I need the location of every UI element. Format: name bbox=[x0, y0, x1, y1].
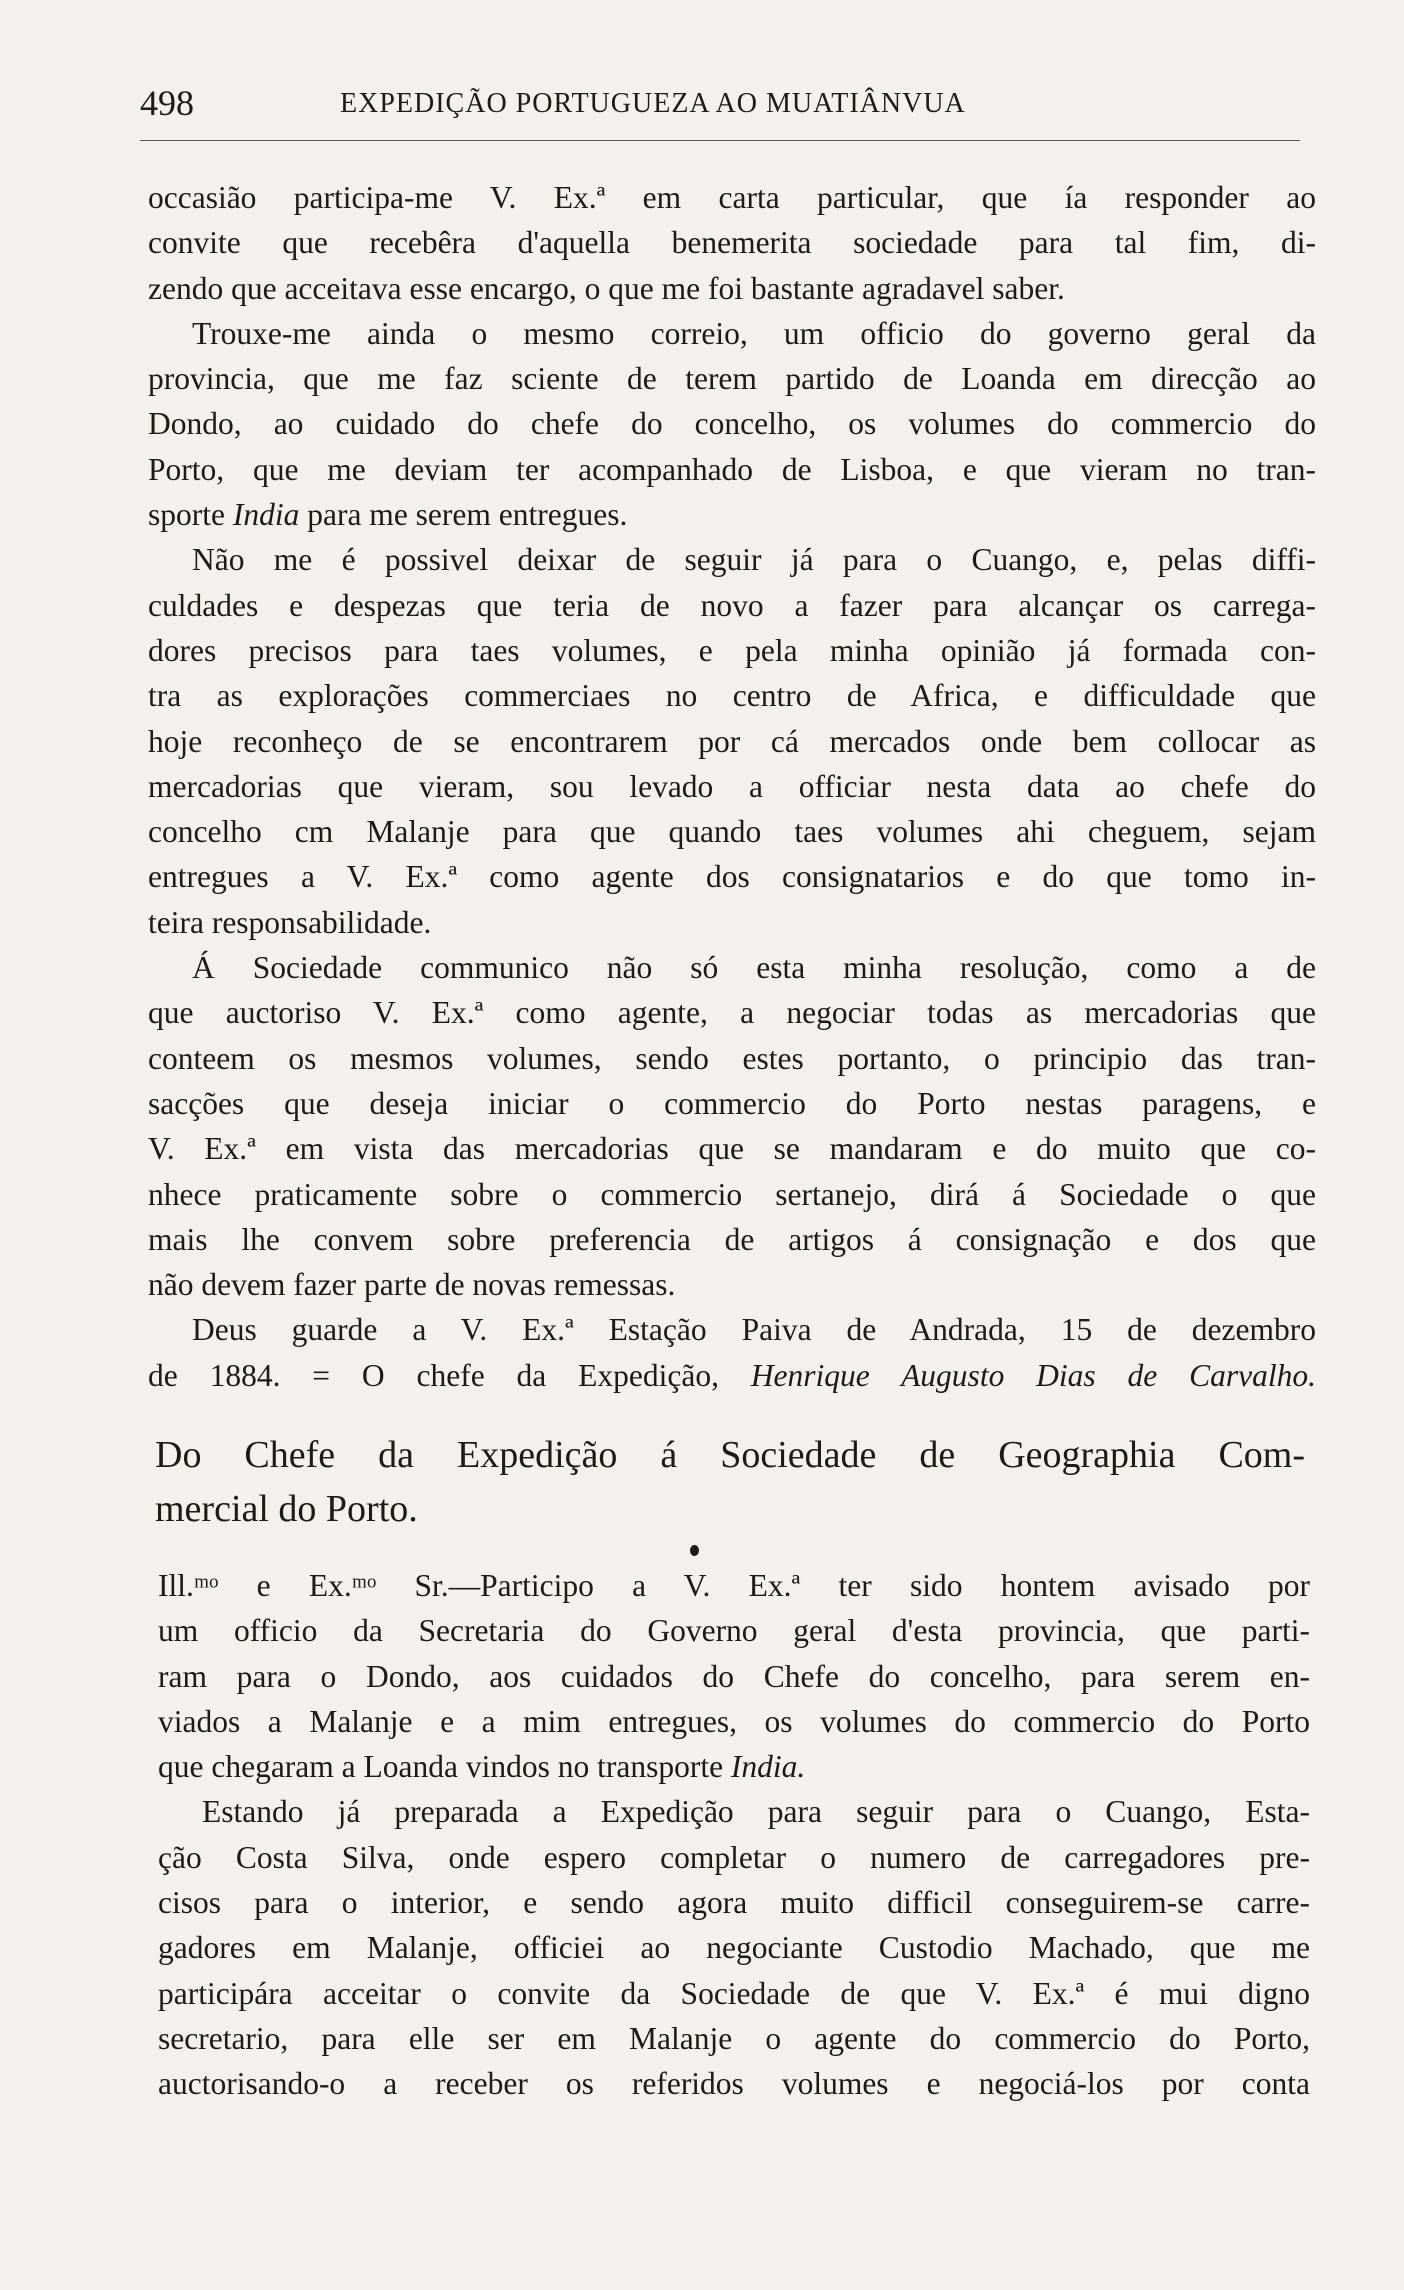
text-line: dores precisos para taes volumes, e pela minha opinião já formada con- bbox=[148, 632, 1316, 668]
text-line: Deus guarde a V. Ex.ª Estação Paiva de Andrada, 15 de dezembro bbox=[192, 1312, 1316, 1348]
text-line: Trouxe-me ainda o mesmo correio, um officio do governo geral da bbox=[192, 315, 1316, 351]
text-line: não devem fazer parte de novas remessas. bbox=[148, 1267, 676, 1303]
heading-line: mercial do Porto. bbox=[155, 1488, 418, 1530]
text-fragment: sporte bbox=[148, 497, 233, 533]
letter-body-2 bbox=[158, 1563, 1310, 2107]
text-line: gadores em Malanje, officiei ao negociante Custodio Machado, que me bbox=[158, 1930, 1310, 1966]
text-line: secretario, para elle ser em Malanje o agente do commercio do Porto, bbox=[158, 2020, 1310, 2056]
text-line: teira responsabilidade. bbox=[148, 904, 432, 940]
page-header bbox=[140, 78, 1300, 128]
text-line: convite que recebêra d'aquella benemerita sociedade para tal fim, di- bbox=[148, 225, 1316, 261]
text-line: auctorisando-o a receber os referidos volumes e negociá-los por conta bbox=[158, 2066, 1310, 2102]
text-line bbox=[148, 492, 1316, 537]
running-title: EXPEDIÇÃO PORTUGUEZA AO MUATIÂNVUA bbox=[340, 88, 966, 119]
text-line: Ill.ᵐᵒ e Ex.ᵐᵒ Sr.—Participo a V. Ex.ª ter sido hontem avisado por bbox=[158, 1568, 1310, 1603]
text-line: Não me é possivel deixar de seguir já para o Cuango, e, pelas diffi- bbox=[192, 542, 1316, 578]
page-number: 498 bbox=[140, 83, 194, 123]
text-line: um officio da Secretaria do Governo geral d'esta provincia, que parti- bbox=[158, 1613, 1310, 1649]
text-line: V. Ex.ª em vista das mercadorias que se mandaram e do muito que co- bbox=[148, 1131, 1316, 1167]
header-rule bbox=[140, 140, 1300, 141]
text-line bbox=[158, 1744, 1310, 1789]
text-line: cisos para o interior, e sendo agora muito difficil conseguirem-se carre- bbox=[158, 1885, 1310, 1921]
text-line: culdades e despezas que teria de novo a fazer para alcançar os carrega- bbox=[148, 587, 1316, 623]
text-line: hoje reconheço de se encontrarem por cá mercados onde bem collocar as bbox=[148, 723, 1316, 759]
text-line: Porto, que me deviam ter acompanhado de Lisboa, e que vieram no tran- bbox=[148, 451, 1316, 487]
text-line: ram para o Dondo, aos cuidados do Chefe do concelho, para serem en- bbox=[158, 1658, 1310, 1694]
text-line: entregues a V. Ex.ª como agente dos consignatarios e do que tomo in- bbox=[148, 859, 1316, 895]
text-line: Estando já preparada a Expedição para seguir para o Cuango, Esta- bbox=[202, 1794, 1310, 1830]
text-line: sacções que deseja iniciar o commercio do Porto nestas paragens, e bbox=[148, 1085, 1316, 1121]
text-line: mercadorias que vieram, sou levado a officiar nesta data ao chefe do bbox=[148, 768, 1316, 804]
text-fragment: de 1884. = O chefe da Expedição, bbox=[148, 1357, 751, 1393]
text-line: mais lhe convem sobre preferencia de artigos á consignação e dos que bbox=[148, 1221, 1316, 1257]
text-line: Dondo, ao cuidado do chefe do concelho, os volumes do commercio do bbox=[148, 406, 1316, 442]
text-line: tra as explorações commerciaes no centro de Africa, e difficuldade que bbox=[148, 678, 1316, 714]
text-line: Á Sociedade communico não só esta minha resolução, como a de bbox=[192, 950, 1316, 986]
signature-line bbox=[148, 1353, 1316, 1398]
text-line: que auctoriso V. Ex.ª como agente, a negociar todas as mercadorias que bbox=[148, 995, 1316, 1031]
ink-dot bbox=[690, 1545, 699, 1556]
text-line: participára acceitar o convite da Sociedade de que V. Ex.ª é mui digno bbox=[158, 1975, 1310, 2011]
text-fragment: que chegaram a Loanda vindos no transporte bbox=[158, 1749, 731, 1785]
text-line: concelho cm Malanje para que quando taes volumes ahi cheguem, sejam bbox=[148, 814, 1316, 850]
text-line: viados a Malanje e a mim entregues, os volumes do commercio do Porto bbox=[158, 1703, 1310, 1739]
ship-name: India. bbox=[730, 1749, 806, 1785]
section-heading bbox=[155, 1428, 1305, 1536]
letter-body-1 bbox=[148, 175, 1316, 1398]
text-line: provincia, que me faz sciente de terem partido de Loanda em direcção ao bbox=[148, 361, 1316, 397]
ship-name: India bbox=[232, 497, 300, 533]
text-line: conteem os mesmos volumes, sendo estes portanto, o principio das tran- bbox=[148, 1040, 1316, 1076]
heading-line: Do Chefe da Expedição á Sociedade de Geographia Com- bbox=[155, 1434, 1305, 1476]
text-line: occasião participa-me V. Ex.ª em carta particular, que ía responder ao bbox=[148, 180, 1316, 215]
text-line: zendo que acceitava esse encargo, o que me foi bastante agradavel saber. bbox=[148, 270, 1065, 306]
text-line: ção Costa Silva, onde espero completar o numero de carregadores pre- bbox=[158, 1839, 1310, 1875]
signature-name: Henrique Augusto Dias de Carvalho. bbox=[750, 1357, 1316, 1393]
text-fragment: para me serem entregues. bbox=[299, 497, 628, 533]
text-line: nhece praticamente sobre o commercio sertanejo, dirá á Sociedade o que bbox=[148, 1176, 1316, 1212]
